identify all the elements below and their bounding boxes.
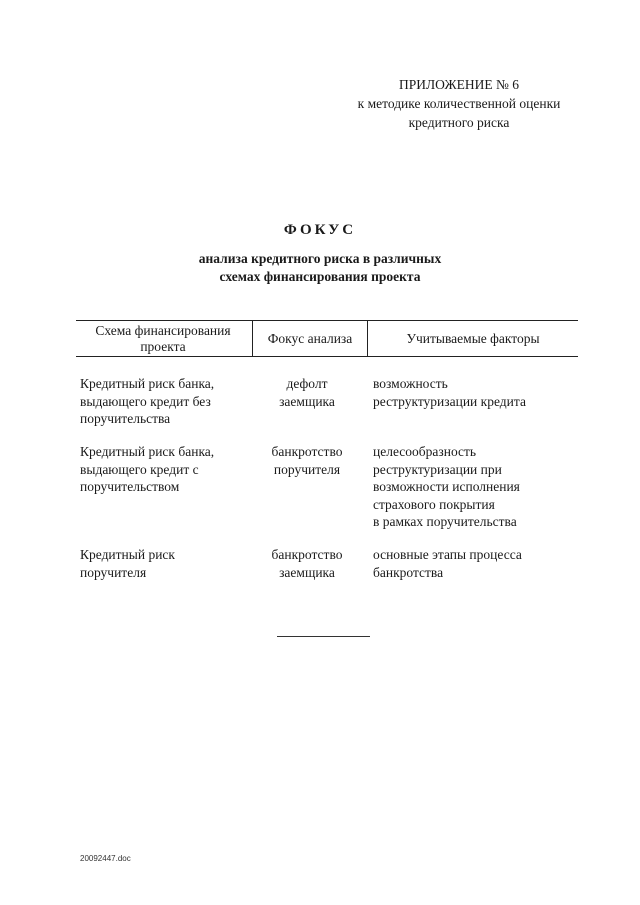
document-title: ФОКУС xyxy=(283,222,357,238)
end-divider xyxy=(277,636,370,637)
appendix-description: к методике количественной оценки xyxy=(357,96,561,111)
header-scheme-line-2: проекта xyxy=(140,338,186,354)
subtitle-line-2: схемах финансирования проекта xyxy=(219,269,421,284)
document-filename: 20092447.doc xyxy=(80,854,131,863)
subtitle-line-1: анализа кредитного риска в различных xyxy=(198,251,442,266)
row-factors: основные этапы процесса банкротства xyxy=(373,547,522,580)
header-scheme xyxy=(76,321,250,356)
appendix-description-cont: кредитного риска xyxy=(408,115,510,130)
appendix-header xyxy=(300,75,618,132)
document-subtitle xyxy=(0,250,640,286)
row-scheme: Кредитный риск банка, выдающего кредит с поручительством xyxy=(80,444,215,494)
row-scheme: Кредитный риск поручителя xyxy=(80,547,175,580)
header-factors: Учитываемые факторы xyxy=(406,330,540,346)
row-focus: дефолт заемщика xyxy=(279,376,335,409)
row-scheme: Кредитный риск банка, выдающего кредит без поручительства xyxy=(80,376,215,426)
row-focus: банкротство поручителя xyxy=(271,444,343,477)
header-scheme-line-1: Схема финансирования xyxy=(95,322,231,338)
row-focus: банкротство заемщика xyxy=(271,547,343,580)
row-factors: целесообразность реструктуризации при возможности исполнения страхового покрытия в рамках поручительства xyxy=(373,444,520,529)
table-header xyxy=(76,320,578,357)
appendix-number: ПРИЛОЖЕНИЕ № 6 xyxy=(398,77,520,92)
header-focus: Фокус анализа xyxy=(267,330,353,346)
row-factors: возможность реструктуризации кредита xyxy=(373,376,526,409)
